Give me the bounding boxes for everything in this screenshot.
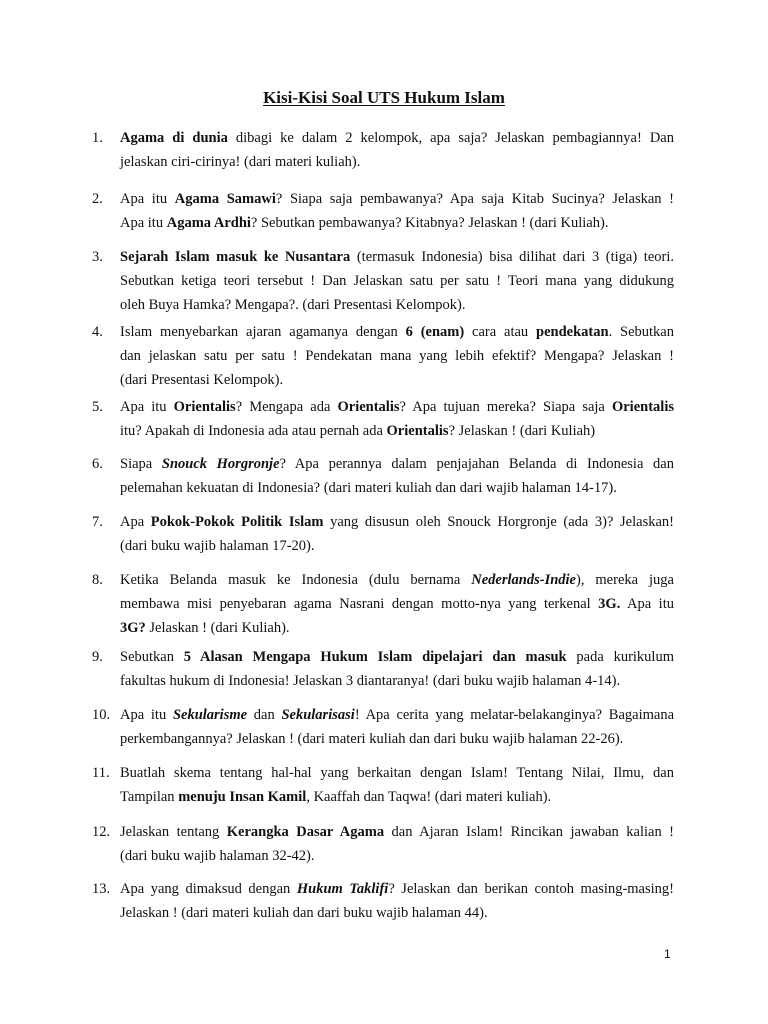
emphasis-text: Orientalis (386, 423, 449, 439)
question-text (120, 510, 674, 558)
question-line (120, 476, 674, 500)
question-text (120, 245, 674, 317)
text-run: Jelaskan tentang (120, 824, 227, 840)
question-number: 13. (92, 881, 111, 897)
question-item (92, 245, 674, 317)
text-run: Jelaskan ! (dari materi kuliah dan dari buku wajib halaman 44). (120, 905, 488, 921)
question-item (92, 452, 674, 500)
question-number: 7. (92, 514, 103, 530)
emphasis-text: Orientalis (173, 399, 236, 415)
question-line (120, 126, 674, 150)
emphasis-text: Kerangka Dasar Agama (226, 824, 385, 840)
question-text (120, 703, 674, 751)
question-text (120, 126, 674, 174)
question-line (120, 568, 674, 592)
emphasis-text: 5 Alasan Mengapa Hukum Islam dipelajari dan masuk (183, 649, 567, 665)
emphasis-text: 3G? (120, 620, 146, 636)
question-line (120, 901, 674, 925)
question-item (92, 510, 674, 558)
question-number: 5. (92, 399, 103, 415)
text-run: dan (247, 707, 282, 723)
emphasis-text: 3G. (598, 596, 621, 612)
emphasis-text: Sekularisasi (281, 707, 355, 723)
question-number: 11. (92, 765, 110, 781)
text-run: Sebutkan ketiga teori tersebut ! Dan Jelaskan satu per satu ! Teori mana yang didukung (120, 273, 674, 289)
question-number: 9. (92, 649, 103, 665)
text-run: Apa itu (120, 399, 174, 415)
question-line (120, 510, 674, 534)
question-line (120, 645, 674, 669)
question-line (120, 616, 674, 640)
question-text (120, 761, 674, 809)
emphasis-text: Orientalis (611, 399, 674, 415)
question-line (120, 395, 674, 419)
emphasis-text: Agama Samawi (174, 191, 276, 207)
text-run: membawa misi penyebaran agama Nasrani dengan motto-nya yang terkenal (120, 596, 599, 612)
question-text (120, 395, 674, 443)
emphasis-text: Snouck Horgronje (161, 456, 280, 472)
question-item (92, 703, 674, 751)
text-run: ? Apa perannya dalam penjajahan Belanda di Indonesia dan (279, 456, 674, 472)
question-line (120, 320, 674, 344)
question-number: 2. (92, 191, 103, 207)
question-item (92, 820, 674, 868)
question-number: 8. (92, 572, 103, 588)
question-line (120, 785, 674, 809)
emphasis-text: Agama di dunia (120, 130, 228, 146)
text-run: Islam menyebarkan ajaran agamanya dengan (120, 324, 406, 340)
question-line (120, 419, 674, 443)
text-run: ), mereka juga (576, 572, 674, 588)
question-item (92, 761, 674, 809)
text-run: Apa yang dimaksud dengan (120, 881, 297, 897)
question-text (120, 877, 674, 925)
question-line (120, 844, 674, 868)
text-run: Apa itu (120, 707, 173, 723)
question-item (92, 320, 674, 392)
question-number: 12. (92, 824, 111, 840)
question-number: 3. (92, 249, 103, 265)
text-run: perkembangannya? Jelaskan ! (dari materi kuliah dan dari buku wajib halaman 22-26). (120, 731, 624, 747)
emphasis-text: 6 (enam) (405, 324, 465, 340)
question-text (120, 320, 674, 392)
text-run: pelemahan kekuatan di Indonesia? (dari materi kuliah dan dari wajib halaman 14-17). (120, 480, 617, 496)
question-line (120, 534, 674, 558)
question-text (120, 452, 674, 500)
text-run: ? Sebutkan pembawanya? Kitabnya? Jelaskan ! (dari Kuliah). (250, 215, 609, 231)
question-line (120, 245, 674, 269)
text-run: . Sebutkan (608, 324, 674, 340)
question-item (92, 395, 674, 443)
question-line (120, 187, 674, 211)
text-run: ! Apa cerita yang melatar-belakanginya? Bagaimana (354, 707, 674, 723)
text-run: Sebutkan (120, 649, 184, 665)
question-line (120, 727, 674, 751)
emphasis-text: Sejarah Islam masuk ke Nusantara (120, 249, 351, 265)
text-run: Siapa (120, 456, 162, 472)
text-run: Tampilan (120, 789, 179, 805)
question-item (92, 645, 674, 693)
question-item (92, 187, 674, 235)
emphasis-text: Nederlands-Indie (471, 572, 576, 588)
emphasis-text: Sekularisme (172, 707, 248, 723)
question-line (120, 877, 674, 901)
question-line (120, 820, 674, 844)
text-run: ? Jelaskan ! (dari Kuliah) (448, 423, 596, 439)
text-run: Apa itu (620, 596, 674, 612)
question-text (120, 820, 674, 868)
text-run: , Kaaffah dan Taqwa! (dari materi kuliah). (306, 789, 552, 805)
question-line (120, 592, 674, 616)
text-run: (dari buku wajib halaman 17-20). (120, 538, 315, 554)
question-line (120, 344, 674, 368)
text-run: Jelaskan ! (dari Kuliah). (145, 620, 290, 636)
question-line (120, 293, 674, 317)
page-number: 1 (664, 947, 671, 961)
text-run: ? Jelaskan dan berikan contoh masing-masing! (388, 881, 674, 897)
question-line (120, 211, 674, 235)
text-run: Apa (120, 514, 151, 530)
text-run: yang disusun oleh Snouck Horgronje (ada 3)? Jelaskan! (323, 514, 674, 530)
question-item (92, 126, 674, 174)
text-run: Apa itu (120, 215, 167, 231)
text-run: Buatlah skema tentang hal-hal yang berkaitan dengan Islam! Tentang Nilai, Ilmu, dan (120, 765, 674, 781)
emphasis-text: Agama Ardhi (166, 215, 251, 231)
text-run: pada kurikulum (566, 649, 674, 665)
text-run: cara atau (464, 324, 537, 340)
text-run: dibagi ke dalam 2 kelompok, apa saja? Jelaskan pembagiannya! Dan (227, 130, 674, 146)
question-number: 4. (92, 324, 103, 340)
question-line (120, 703, 674, 727)
question-number: 10. (92, 707, 111, 723)
text-run: ? Mengapa ada (235, 399, 338, 415)
text-run: (dari Presentasi Kelompok). (120, 372, 284, 388)
text-run: oleh Buya Hamka? Mengapa?. (dari Presentasi Kelompok). (120, 297, 466, 313)
question-text (120, 568, 674, 640)
question-text (120, 645, 674, 693)
text-run: dan Ajaran Islam! Rincikan jawaban kalian ! (384, 824, 675, 840)
question-line (120, 452, 674, 476)
text-run: ? Apa tujuan mereka? Siapa saja (399, 399, 612, 415)
question-line (120, 669, 674, 693)
question-line (120, 150, 674, 174)
text-run: ? Siapa saja pembawanya? Apa saja Kitab Sucinya? Jelaskan ! (275, 191, 674, 207)
question-number: 6. (92, 456, 103, 472)
emphasis-text: Pokok-Pokok Politik Islam (150, 514, 324, 530)
question-line (120, 761, 674, 785)
question-line (120, 269, 674, 293)
emphasis-text: menuju Insan Kamil (178, 789, 307, 805)
text-run: jelaskan ciri-cirinya! (dari materi kuliah). (120, 154, 361, 170)
text-run: Apa itu (120, 191, 175, 207)
question-number: 1. (92, 130, 103, 146)
emphasis-text: Hukum Taklifi (296, 881, 389, 897)
emphasis-text: pendekatan (536, 324, 609, 340)
document-title: Kisi-Kisi Soal UTS Hukum Islam (263, 88, 505, 107)
text-run: (dari buku wajib halaman 32-42). (120, 848, 315, 864)
question-item (92, 568, 674, 640)
emphasis-text: Orientalis (337, 399, 400, 415)
text-run: (termasuk Indonesia) bisa dilihat dari 3 (tiga) teori. (350, 249, 674, 265)
question-text (120, 187, 674, 235)
text-run: dan jelaskan satu per satu ! Pendekatan mana yang lebih efektif? Mengapa? Jelaskan ! (120, 348, 674, 364)
text-run: fakultas hukum di Indonesia! Jelaskan 3 diantaranya! (dari buku wajib halaman 4-14). (120, 673, 621, 689)
question-line (120, 368, 674, 392)
text-run: Ketika Belanda masuk ke Indonesia (dulu bernama (120, 572, 472, 588)
text-run: itu? Apakah di Indonesia ada atau pernah ada (120, 423, 387, 439)
question-item (92, 877, 674, 925)
